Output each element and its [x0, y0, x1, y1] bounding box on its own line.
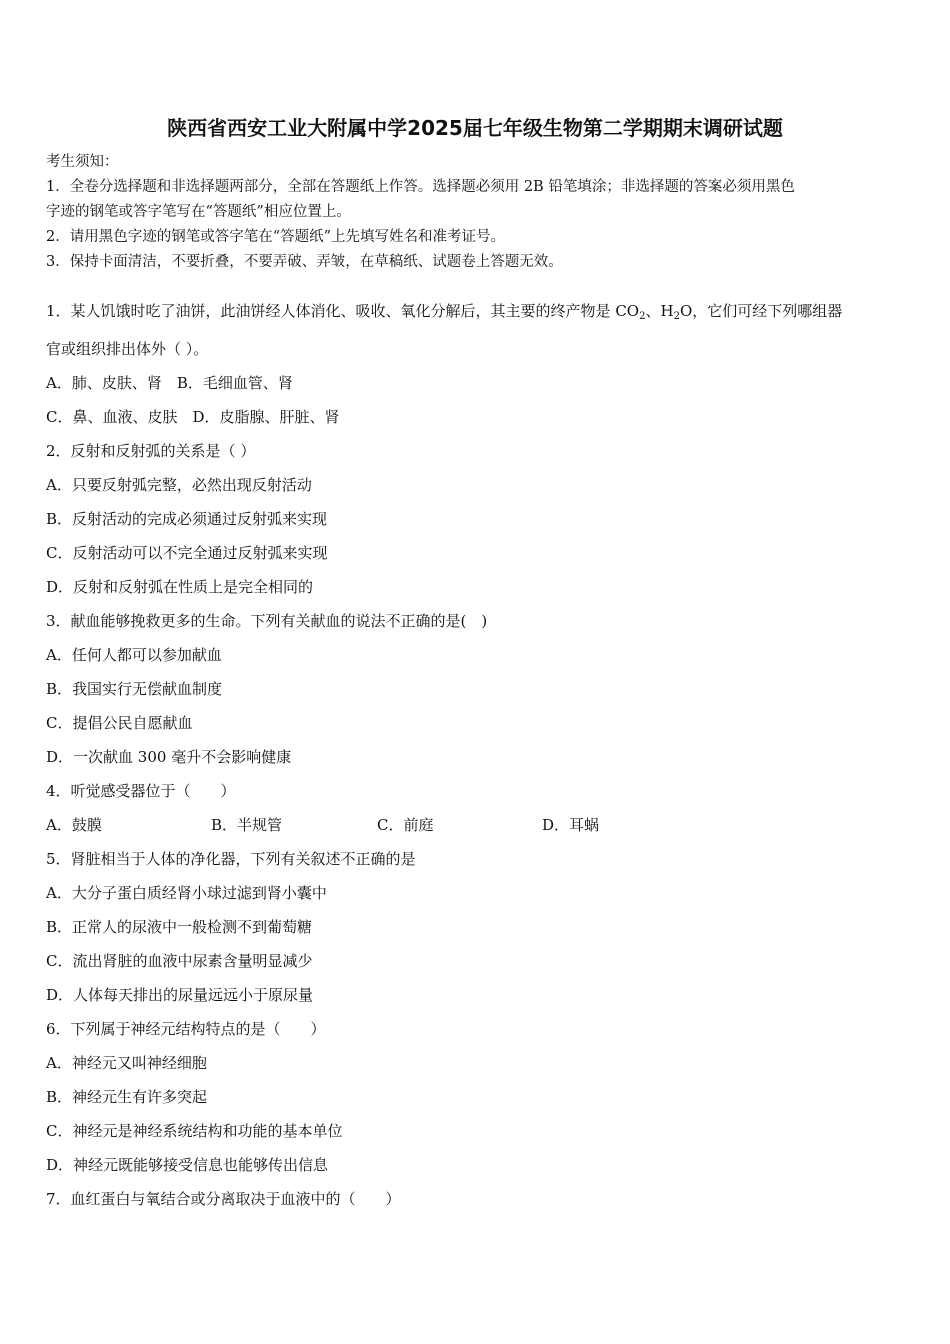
question-6-option-b: B．神经元生有许多突起 [46, 1088, 208, 1106]
question-6-stem: 6．下列属于神经元结构特点的是（ ） [46, 1020, 326, 1038]
question-5-option-b: B．正常人的尿液中一般检测不到葡萄糖 [46, 918, 313, 936]
page-title: 陕西省西安工业大附属中学2025届七年级生物第二学期期末调研试题 [167, 116, 783, 140]
question-6-option-a: A．神经元又叫神经细胞 [46, 1054, 207, 1072]
h2o-subscript: 2 [673, 311, 680, 322]
question-1-stem-a: 1．某人饥饿时吃了油饼，此油饼经人体消化、吸收、氧化分解后，其主要的终产物是 CO [46, 302, 640, 320]
notice-heading: 考生须知： [46, 154, 119, 170]
question-4-option-d: D．耳蜗 [542, 816, 600, 834]
notice-item-3: 3．保持卡面清洁，不要折叠，不要弄破、弄皱，在草稿纸、试题卷上答题无效。 [46, 254, 563, 270]
notice-item-1: 1．全卷分选择题和非选择题两部分，全部在答题纸上作答。选择题必须用 2B 铅笔填涂；非选择题的答案必须用黑色 [46, 179, 795, 195]
question-5-stem: 5．肾脏相当于人体的净化器，下列有关叙述不正确的是 [46, 850, 416, 868]
question-6-option-c: C．神经元是神经系统结构和功能的基本单位 [46, 1122, 343, 1140]
question-2-option-d: D．反射和反射弧在性质上是完全相同的 [46, 578, 314, 596]
co2-subscript: 2 [639, 311, 646, 322]
question-7-stem: 7．血红蛋白与氧结合或分离取决于血液中的（ ） [46, 1190, 401, 1208]
question-3-stem: 3．献血能够挽救更多的生命。下列有关献血的说法不正确的是( ) [46, 612, 488, 630]
question-5-option-d: D．人体每天排出的尿量远远小于原尿量 [46, 986, 314, 1004]
question-1-options-cd: C．鼻、血液、皮肤 D．皮脂腺、肝脏、肾 [46, 408, 340, 426]
question-3-option-c: C．提倡公民自愿献血 [46, 714, 193, 732]
question-5-option-a: A．大分子蛋白质经肾小球过滤到肾小囊中 [46, 884, 327, 902]
question-4-stem: 4．听觉感受器位于（ ） [46, 782, 236, 800]
question-3-option-d: D．一次献血 300 毫升不会影响健康 [46, 748, 292, 766]
question-3-option-a: A．任何人都可以参加献血 [46, 646, 222, 664]
question-4-option-b: B．半规管 [211, 816, 283, 834]
question-1-stem-c: O，它们可经下列哪组器 [679, 302, 843, 320]
question-1-stem-b: 、H [645, 302, 674, 320]
question-2-option-a: A．只要反射弧完整，必然出现反射活动 [46, 476, 312, 494]
notice-item-2: 2．请用黑色字迹的钢笔或答字笔在“答题纸”上先填写姓名和准考证号。 [46, 229, 506, 245]
question-3-option-b: B．我国实行无偿献血制度 [46, 680, 223, 698]
question-2-option-b: B．反射活动的完成必须通过反射弧来实现 [46, 510, 328, 528]
question-2-stem: 2．反射和反射弧的关系是（ ） [46, 442, 256, 460]
question-1-options-ab: A．肺、皮肤、肾 B．毛细血管、肾 [46, 374, 293, 392]
question-1-stem [46, 301, 842, 327]
question-4-option-a: A．鼓膜 [46, 816, 102, 834]
question-4-option-c: C．前庭 [377, 816, 434, 834]
question-6-option-d: D．神经元既能够接受信息也能够传出信息 [46, 1156, 329, 1174]
question-5-option-c: C．流出肾脏的血液中尿素含量明显减少 [46, 952, 313, 970]
question-1-stem-line2: 官或组织排出体外（ ）。 [46, 340, 209, 358]
question-2-option-c: C．反射活动可以不完全通过反射弧来实现 [46, 544, 328, 562]
notice-item-1-cont: 字迹的钢笔或答字笔写在“答题纸”相应位置上。 [46, 204, 351, 220]
